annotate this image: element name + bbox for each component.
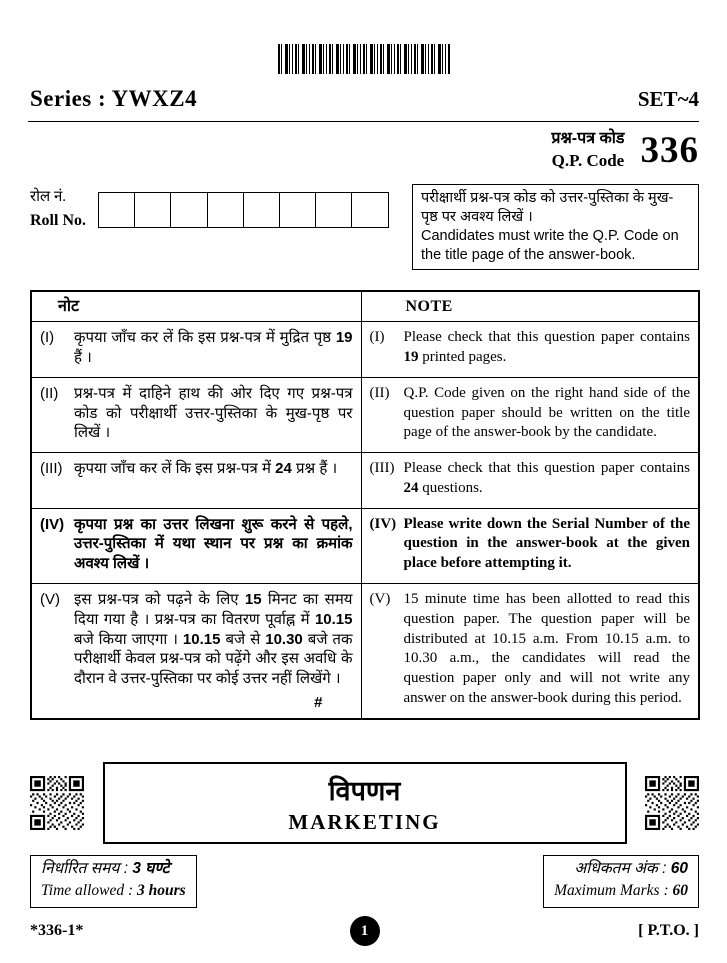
- qp-code-notice-box: [412, 184, 699, 270]
- notice-text-hindi: परीक्षार्थी प्रश्न-पत्र कोड को उत्तर-पुस्तिका के मुख-पृष्ठ पर अवश्य लिखें ।: [421, 190, 674, 225]
- note-cell-hindi: [31, 584, 361, 719]
- series-label: Series : YWXZ4: [30, 86, 198, 111]
- note-row-number: (I): [40, 329, 55, 347]
- note-row-number: (III): [369, 460, 395, 477]
- note-row-text: Please check that this question paper contains 19 printed pages.: [403, 329, 690, 365]
- time-marks-row: [30, 855, 699, 908]
- roll-cell: [243, 192, 281, 228]
- roll-cell: [98, 192, 136, 228]
- note-cell-english: [361, 377, 699, 452]
- roll-cell: [170, 192, 208, 228]
- note-row-number: (IV): [369, 515, 397, 532]
- set-label: SET~4: [637, 87, 699, 111]
- time-allowed-hindi: निर्धारित समय : 3 घण्टे: [41, 860, 170, 877]
- note-row-number: (III): [40, 460, 63, 478]
- note-rows: [31, 322, 699, 719]
- note-row-text: Please check that this question paper contains 24 questions.: [403, 460, 690, 496]
- note-row-number: (I): [369, 329, 385, 346]
- note-row-text: Please write down the Serial Number of the question in the answer-book at the given place before attempting it.: [403, 515, 690, 572]
- page-footer: [30, 915, 699, 947]
- page-number-badge: 1: [350, 916, 380, 946]
- note-cell-english: [361, 508, 699, 583]
- note-row-text: कृपया प्रश्न का उत्तर लिखना शुरू करने से पहले, उत्तर-पुस्तिका में यथा स्थान पर प्रश्न का क्रमांक अवश्य लिखें ।: [74, 515, 353, 573]
- subject-title-hindi: विपणन: [328, 776, 401, 806]
- max-marks-english: Maximum Marks : 60: [554, 882, 688, 900]
- note-row-number: (II): [40, 384, 59, 402]
- subject-title-english: MARKETING: [288, 810, 441, 834]
- subject-banner: [30, 762, 699, 844]
- subject-box: [103, 762, 627, 844]
- note-row-text: इस प्रश्न-पत्र को पढ़ने के लिए 15 मिनट का समय दिया गया है । प्रश्न-पत्र का वितरण पूर्वाह्न में 10.15 बजे किया जाएगा । 10.15 बजे से 10.30 बजे तक परीक्षार्थी केवल प्रश्न-पत्र को पढ़ेंगे और इस अवधि के दौरान वे उत्तर-पुस्तिका पर कोई उत्तर नहीं लिखेंगे ।: [74, 591, 353, 688]
- note-row: [31, 453, 699, 509]
- roll-number-section: [30, 184, 699, 270]
- note-cell-hindi: [31, 322, 361, 378]
- note-cell-hindi: [31, 377, 361, 452]
- roll-number-boxes: [98, 192, 389, 228]
- note-row: [31, 322, 699, 378]
- note-row: [31, 584, 699, 719]
- paper-code-footer: *336-1*: [30, 922, 84, 939]
- note-table-header-hindi: नोट: [31, 291, 361, 322]
- roll-cell: [207, 192, 245, 228]
- time-allowed-box: [30, 855, 197, 908]
- roll-cell: [351, 192, 389, 228]
- note-cell-english: [361, 453, 699, 509]
- roll-label-english: Roll No.: [30, 211, 86, 229]
- roll-cell: [134, 192, 172, 228]
- note-row-text: 15 minute time has been allotted to read this question paper. The question paper will be distributed at 10.15 a.m. From 10.15 a.m. to 10.30 a.m., the candidates will read the question paper only and will not write any answer on the answer-book during this period.: [403, 591, 690, 707]
- note-row-number: (V): [40, 591, 60, 609]
- note-row-text: प्रश्न-पत्र में दाहिने हाथ की ओर दिए गए प्रश्न-पत्र कोड को परीक्षार्थी उत्तर-पुस्तिका के मुख-पृष्ठ पर लिखें ।: [74, 384, 353, 442]
- barcode: [278, 44, 450, 74]
- note-row-number: (V): [369, 591, 391, 608]
- roll-label-hindi: रोल नं.: [30, 189, 67, 205]
- pto-label: [ P.T.O. ]: [638, 922, 699, 939]
- max-marks-hindi: अधिकतम अंक : 60: [574, 860, 688, 877]
- note-table-header-english: NOTE: [361, 291, 699, 322]
- qp-code-block: [551, 128, 699, 173]
- series-row: [30, 86, 699, 112]
- note-row-number: (II): [369, 384, 390, 401]
- note-cell-english: [361, 584, 699, 719]
- qr-code-left: [30, 776, 84, 830]
- note-row-text: कृपया जाँच कर लें कि इस प्रश्न-पत्र में 24 प्रश्न हैं ।: [74, 460, 338, 478]
- qp-code-label-hindi: प्रश्न-पत्र कोड: [551, 130, 625, 147]
- note-cell-english: [361, 322, 699, 378]
- header-divider: [28, 121, 699, 122]
- note-cell-hindi: [31, 508, 361, 583]
- hash-mark: #: [314, 694, 323, 712]
- note-cell-hindi: [31, 453, 361, 509]
- note-row-number: (IV): [40, 515, 65, 533]
- qp-code-label-english: Q.P. Code: [551, 150, 625, 170]
- note-row-text: कृपया जाँच कर लें कि इस प्रश्न-पत्र में मुद्रित पृष्ठ 19 हैं ।: [74, 329, 353, 366]
- notice-text-english: Candidates must write the Q.P. Code on the title page of the answer-book.: [421, 227, 679, 263]
- qp-code-value: 336: [640, 129, 699, 171]
- time-allowed-english: Time allowed : 3 hours: [41, 882, 186, 900]
- max-marks-box: [543, 855, 699, 908]
- note-row: [31, 508, 699, 583]
- roll-cell: [315, 192, 353, 228]
- note-row-text: Q.P. Code given on the right hand side of the question paper should be written on the title page of the answer-book by the candidate.: [403, 384, 690, 441]
- note-row: [31, 377, 699, 452]
- note-table: [30, 290, 700, 720]
- roll-cell: [279, 192, 317, 228]
- qr-code-right: [645, 776, 699, 830]
